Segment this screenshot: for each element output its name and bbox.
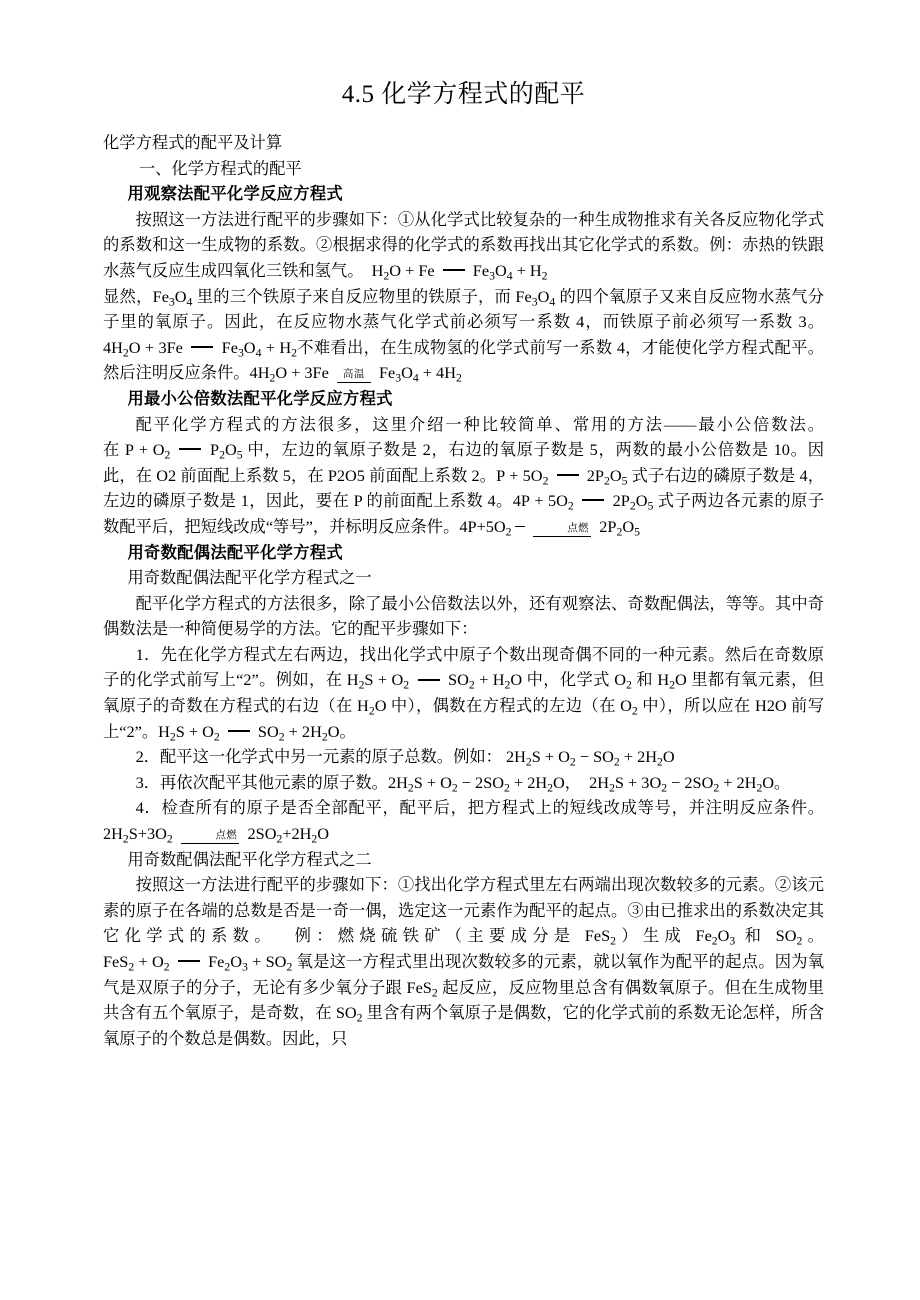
step1-text-pre: 1．先在化学方程式左右两边，找出化学式中原子个数出现奇偶不同的一种元素。然后在奇数原子的化学式前写上“2”。例如，在 (103, 644, 824, 690)
heading-lcm-method: 用最小公倍数法配平化学反应方程式 (127, 388, 393, 408)
heading-odd-even-method: 用奇数配偶法配平化学方程式 (127, 542, 343, 562)
odd-even-step-3 (103, 770, 824, 796)
reaction-dash-icon (582, 499, 604, 501)
observation-text-b-pre: 显然，$Fe_3O_4$ 里的三个铁原子来自反应物里的铁原子，而 $Fe_3O_4$ 的四个氧原子又来自反应物水蒸气分子里的氧原子。因此，在反应物水蒸气化学式前必须写一系数 4，而铁原子前必须写一系数 3。 (103, 286, 824, 332)
condition-ignite (533, 524, 592, 537)
subheading-odd-even-one: 用奇数配偶法配平化学方程式之一 (127, 568, 372, 588)
observation-text-c: 不难看出，在生成物氢的化学式前写一系数 4，才能使化学方程式配平。然后注明反应条件。 (103, 337, 825, 383)
equation-p-o2-1: $P + O_2$ $P_2O_5$ (120, 440, 243, 462)
lcm-text-a: 配平化学方程式的方法很多，这里介绍一种比较简单、常用的方法——最小公倍数法。在 (103, 414, 824, 460)
reaction-dash-icon (557, 474, 579, 476)
equation-h2s-5: $2H_2S+3O_2$ 点燃 $2SO_2+2H_2O$ (103, 824, 330, 846)
heading-observation-method: 用观察法配平化学反应方程式 (127, 184, 343, 204)
equation-h2s-1: $H_2S + O_2$ $SO_2 + H_2O$ (342, 670, 527, 692)
condition-label: 高温 (342, 369, 365, 381)
reaction-dash-icon (178, 960, 200, 962)
example-intro-text: 例：燃烧硫铁矿（主要成分是 FeS$_2$）生成 $Fe_2O_3$ 和 $SO_2$。 (294, 926, 824, 948)
equation-h2s-4: $2H_2S + O_2 - 2SO_2 + 2H_2O$， $2H_2S + 3O_2 - 2SO_2 + 2H_2O$。 (387, 772, 791, 795)
lcm-paragraph (103, 412, 824, 540)
reaction-dash-icon (418, 679, 440, 681)
observation-paragraph-a (103, 207, 824, 284)
odd-even-text-c: 氧是这一方程式里出现次数较多的元素，就以氧作为配平的起点。因为氧气是双原子的分子，无论有多少氧分子跟 FeS$_2$ 起反应，反应物里总含有偶数氧原子。但在生成物里共含有五个氧原子，是奇数，在 $SO_2$ 里含有两个氧原子是偶数，它的化学式前的系数无论怎样，所含氧原子的个数总是偶数。因此，只 (103, 952, 825, 1048)
odd-even-step-2 (103, 744, 824, 770)
odd-even-paragraph-a: 配平化学方程式的方法很多，除了最小公倍数法以外，还有观察法、奇数配偶法，等等。其中奇偶数法是一种简便易学的方法。它的配平步骤如下： (103, 593, 824, 639)
step2-text: 2．配平这一化学式中另一元素的原子总数。例如： (135, 747, 502, 767)
reaction-dash-icon (228, 730, 250, 732)
equation-fes2: $FeS_2 + O_2$ $Fe_2O_3 + SO_2$ (103, 952, 293, 974)
intro-line: 化学方程式的配平及计算 (103, 133, 283, 152)
equation-p-o2-4: $4P+5O_2$ 点燃 $2P_2O_5$ (459, 516, 640, 539)
section-one-label: 一、化学方程式的配平 (138, 158, 302, 178)
lcm-text-c: 式子右边的磷原子数是 4，左边的磷原子数是 1，因此，要在 P 的前面配上系数 4。 (103, 465, 824, 511)
reaction-dash-icon (443, 269, 465, 271)
equation-fe-h2o-3: $4H_2O + 3Fe$ 高温 $Fe_3O_4 + 4H_2$ (249, 363, 462, 385)
equation-fe-h2o-2: $4H_2O + 3Fe$ $Fe_3O_4 + H_2$ (103, 337, 297, 360)
equation-h2s-3: $2H_2S + O_2 - SO_2 + 2H_2O$ (501, 747, 675, 769)
equation-p-o2-2: $P + 5O_2$ $2P_2O_5$ (496, 465, 628, 487)
odd-even-step-4 (103, 795, 824, 846)
step1-text-mid: 中，化学式 $O_2$ 和 $H_2O$ 里都有氧元素，但氧原子的奇数在方程式的右边（在 $H_2O$ 中），偶数在方程式的左边（在 $O_2$ 中），所以应在 H2O 前写上“2”。 (103, 670, 824, 741)
odd-even-paragraph-b (103, 872, 824, 1051)
equation-fe-h2o-1: $H_2O + Fe$ $Fe_3O_4 + H_2$ (371, 260, 548, 283)
reaction-dash-icon (515, 526, 525, 527)
condition-label: 点燃 (567, 522, 590, 534)
condition-label: 点燃 (215, 830, 238, 842)
equation-p-o2-3: $4P + 5O_2$ $2P_2O_5$ (512, 491, 654, 513)
equation-h2s-2: $H_2S + O_2$ $SO_2 + 2H_2O$。 (158, 721, 356, 743)
odd-even-step-1 (103, 642, 824, 744)
step4-text: 4．检查所有的原子是否全部配平，配平后，把方程式上的短线改成等号，并注明反应条件。 (135, 798, 824, 818)
condition-high-temperature (337, 370, 371, 383)
condition-ignite (181, 831, 240, 844)
observation-text-a: 按照这一方法进行配平的步骤如下：①从化学式比较复杂的一种生成物推求有关各反应物化学式的系数和这一生成物的系数。②根据求得的化学式的系数再找出其它化学式的系数。例：赤热的铁跟水蒸气反应生成四氧化三铁和氢气。 (103, 209, 824, 280)
lcm-text-d: 式子两边各元素的原子数配平后，把短线改成“等号”，并标明反应条件。 (103, 491, 824, 536)
reaction-dash-icon (179, 448, 201, 450)
page-title: 4.5 化学方程式的配平 (341, 81, 586, 108)
step3-text: 3．再依次配平其他元素的原子数。 (135, 772, 388, 792)
subheading-odd-even-two: 用奇数配偶法配平化学方程式之二 (127, 849, 372, 869)
lcm-text-b: 中，左边的氧原子数是 2，右边的氧原子数是 5，两数的最小公倍数是 10。因此，在 O2 前面配上系数 5，在 P2O5 前面配上系数 2。 (103, 440, 824, 485)
odd-even-text-b: 按照这一方法进行配平的步骤如下：①找出化学方程式里左右两端出现次数较多的元素。②该元素的原子在各端的总数是否是一奇一偶，选定这一元素作为配平的起点。③由已推求出的系数决定其它化学式的系数。 (103, 875, 824, 946)
reaction-dash-icon (191, 346, 213, 348)
observation-paragraph-b (103, 284, 824, 386)
